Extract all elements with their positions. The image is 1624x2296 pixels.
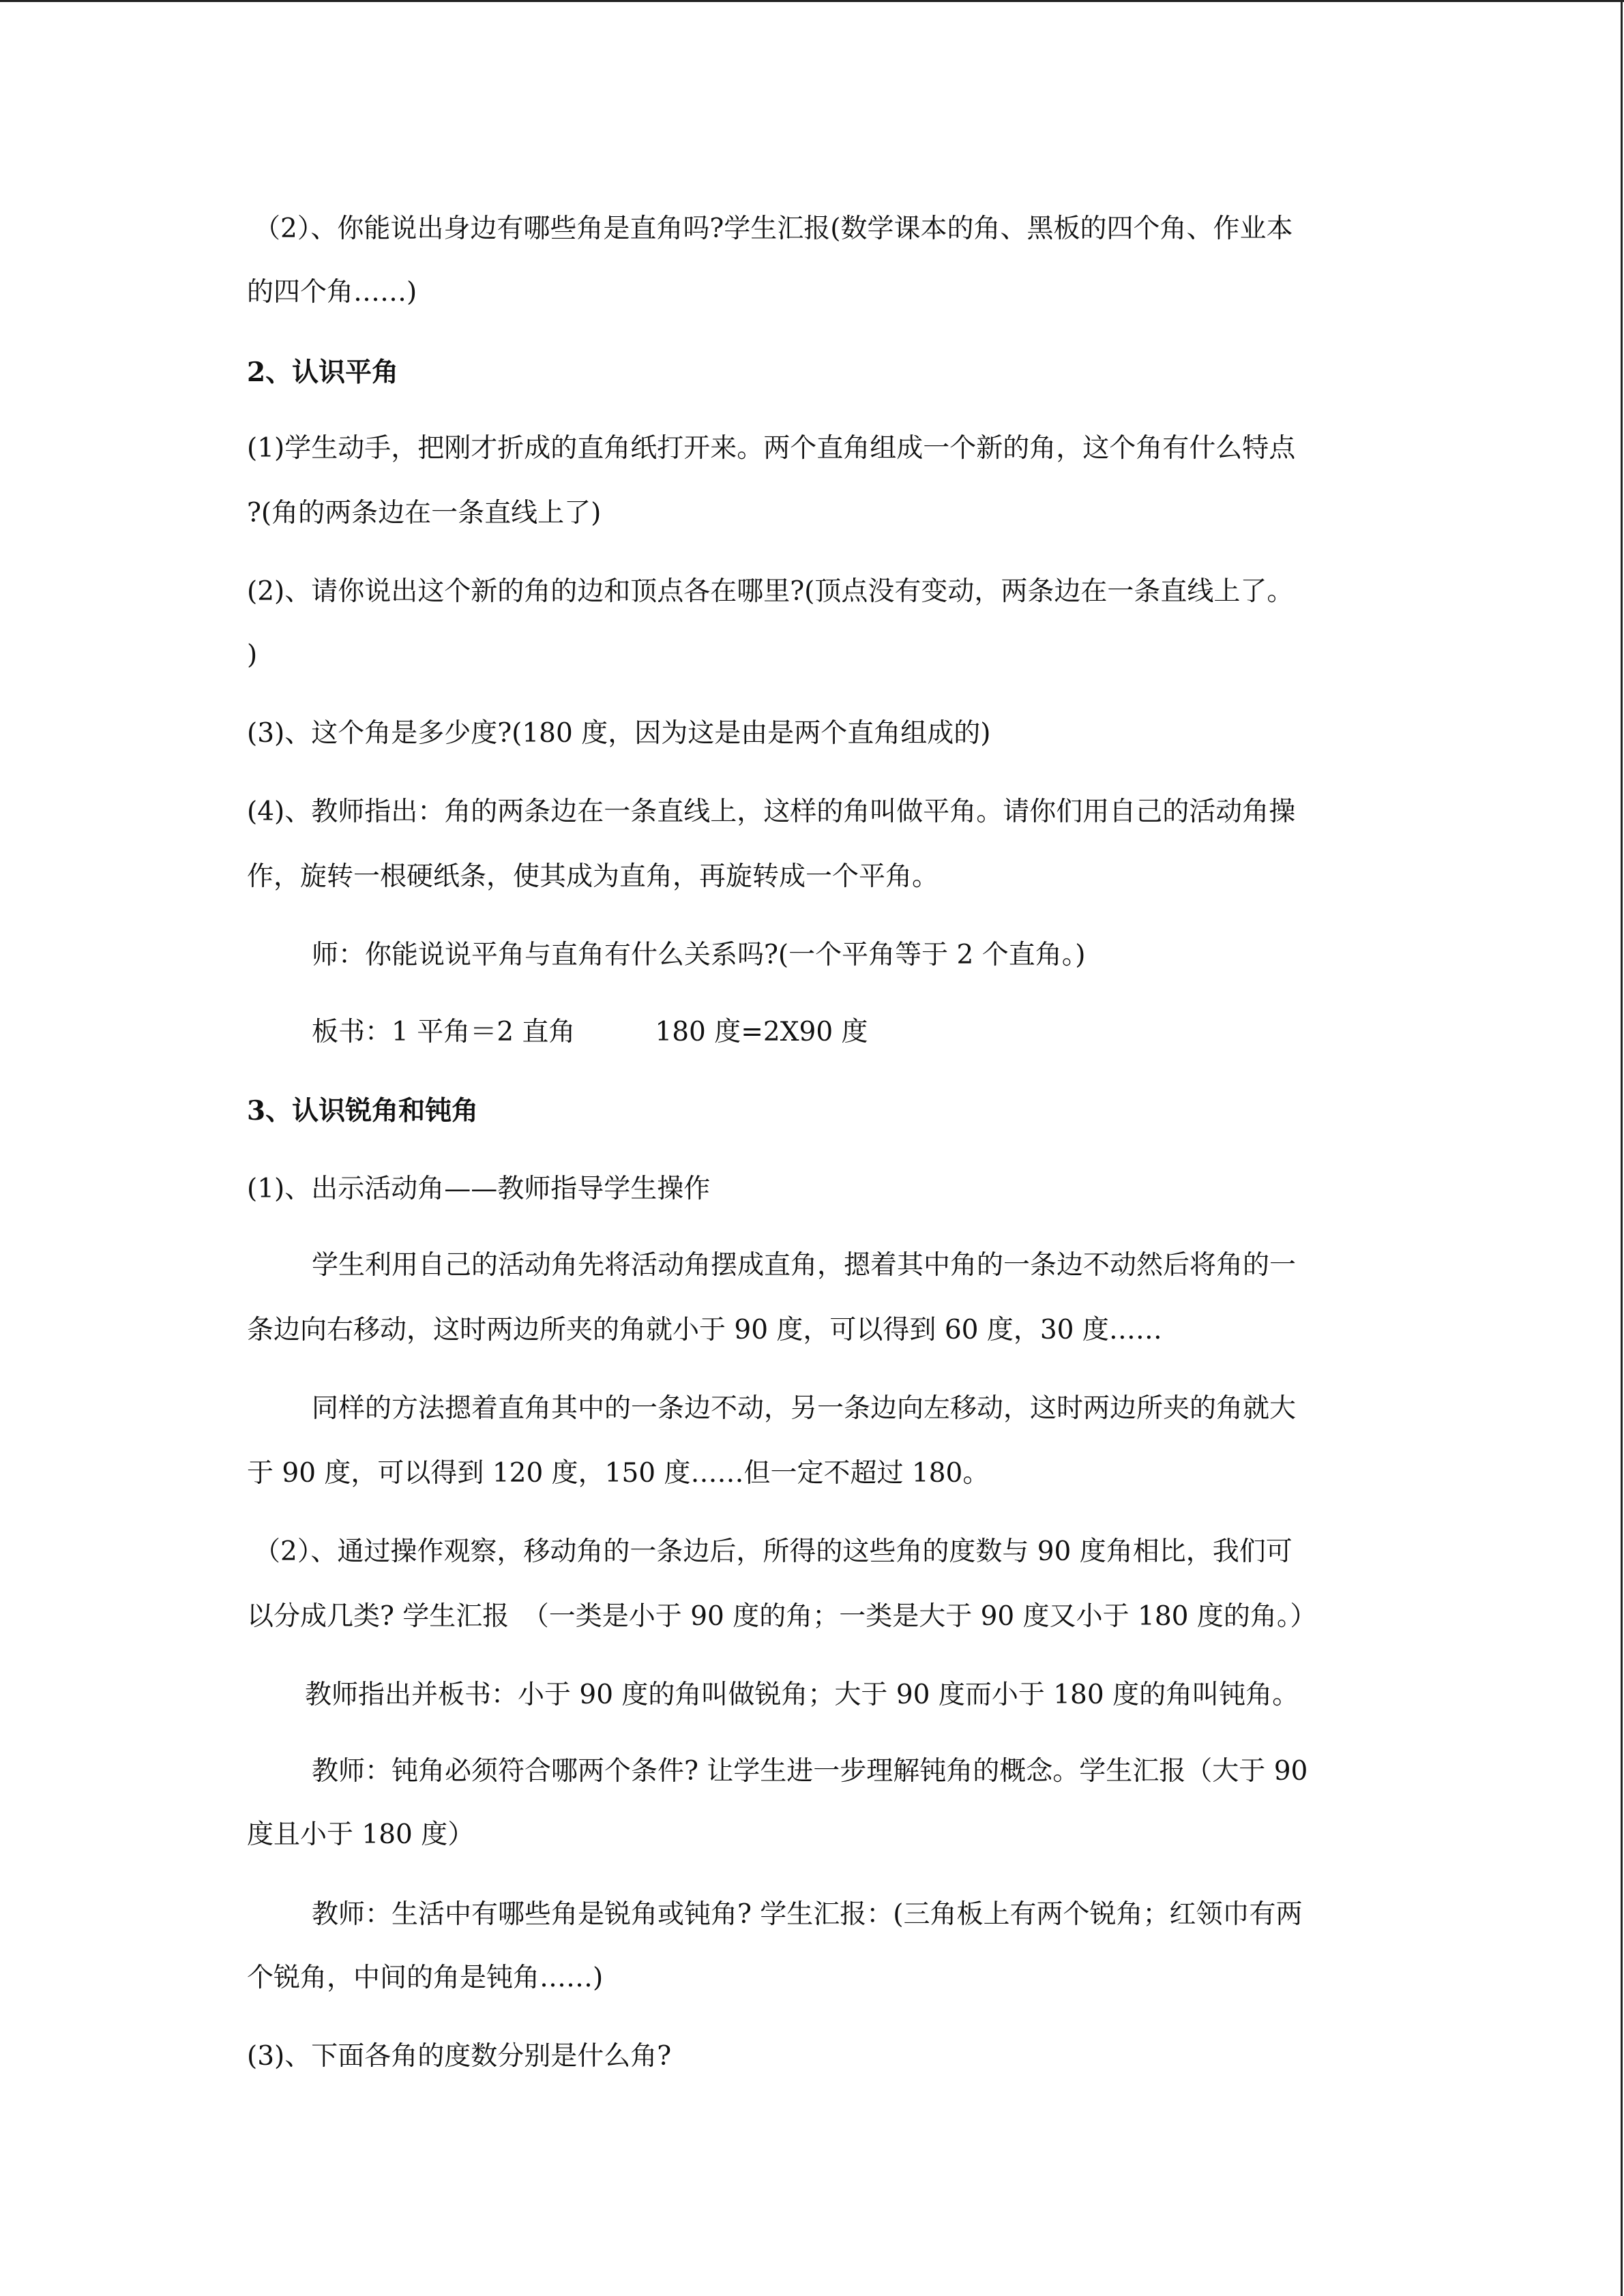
text-line-4: (1)学生动手，把刚才折成的直角纸打开来。两个直角组成一个新的角，这个角有什么特点 bbox=[247, 433, 1296, 464]
text-line-24: 教师：生活中有哪些角是锐角或钝角? 学生汇报：(三角板上有两个锐角；红领巾有两 bbox=[312, 1899, 1303, 1930]
text-line-8: (3)、这个角是多少度?(180 度，因为这是由是两个直角组成的) bbox=[247, 718, 991, 749]
text-line-6: (2)、请你说出这个新的角的边和顶点各在哪里?(顶点没有变动，两条边在一条直线上了。 bbox=[247, 576, 1294, 607]
text-line-16: 条边向右移动，这时两边所夹的角就小于 90 度，可以得到 60 度，30 度…… bbox=[247, 1315, 1162, 1345]
text-line-17: 同样的方法摁着直角其中的一条边不动，另一条边向左移动，这时两边所夹的角就大 bbox=[312, 1393, 1297, 1424]
text-line-9: (4)、教师指出：角的两条边在一条直线上，这样的角叫做平角。请你们用自己的活动角操 bbox=[247, 796, 1296, 827]
text-line-26: (3)、下面各角的度数分别是什么角? bbox=[247, 2041, 672, 2072]
text-line-7: ) bbox=[247, 640, 258, 670]
text-line-10: 作，旋转一根硬纸条，使其成为直角，再旋转成一个平角。 bbox=[247, 861, 939, 892]
text-line-5: ?(角的两条边在一条直线上了) bbox=[247, 498, 602, 528]
section-heading-acute-obtuse: 3、认识锐角和钝角 bbox=[247, 1095, 479, 1127]
text-line-22: 教师：钝角必须符合哪两个条件? 让学生进一步理解钝角的概念。学生汇报（大于 90 bbox=[312, 1756, 1308, 1787]
text-line-23: 度且小于 180 度） bbox=[247, 1819, 475, 1850]
text-line-20: 以分成几类? 学生汇报 （一类是小于 90 度的角；一类是大于 90 度又小于 180 度的角。） bbox=[247, 1601, 1317, 1632]
page-top-border bbox=[0, 0, 1624, 2]
text-line-11: 师：你能说说平角与直角有什么关系吗?(一个平角等于 2 个直角。) bbox=[312, 940, 1086, 970]
text-line-12: 板书：1 平角＝2 直角 180 度=2X90 度 bbox=[312, 1017, 868, 1047]
text-line-21: 教师指出并板书：小于 90 度的角叫做锐角；大于 90 度而小于 180 度的角叫钝角。 bbox=[305, 1680, 1299, 1710]
text-line-18: 于 90 度，可以得到 120 度，150 度……但一定不超过 180。 bbox=[247, 1458, 990, 1489]
text-line-1: （2）、你能说出身边有哪些角是直角吗?学生汇报(数学课本的角、黑板的四个角、作业本 bbox=[254, 213, 1293, 244]
text-line-14: (1)、出示活动角——教师指导学生操作 bbox=[247, 1174, 711, 1204]
text-line-2: 的四个角……) bbox=[247, 277, 417, 308]
text-line-15: 学生利用自己的活动角先将活动角摆成直角，摁着其中角的一条边不动然后将角的一 bbox=[312, 1250, 1297, 1281]
text-line-25: 个锐角，中间的角是钝角……) bbox=[247, 1963, 604, 1993]
text-line-19: （2）、通过操作观察，移动角的一条边后，所得的这些角的度数与 90 度角相比，我们可 bbox=[254, 1536, 1293, 1567]
section-heading-flat-angle: 2、认识平角 bbox=[247, 357, 399, 388]
page-right-border bbox=[1621, 0, 1623, 2296]
